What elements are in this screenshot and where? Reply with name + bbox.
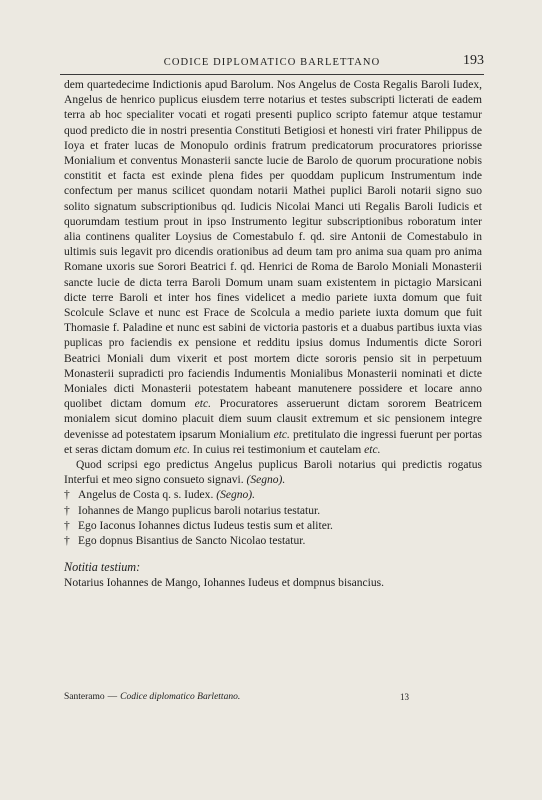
running-head <box>60 48 484 75</box>
signature-text: Ego Iaconus Iohannes dictus Iudeus testis sum et aliter. <box>78 519 333 532</box>
paragraph-text: pretitulato die ingressi fuerunt per portas et seras dictam domum <box>64 428 482 456</box>
signature-line <box>64 534 482 549</box>
paragraph-text: In cuius rei testimonium et cautelam <box>192 443 362 456</box>
page-number: 193 <box>463 53 484 68</box>
paragraph-text: Quod scripsi ego predictus Angelus puplicus Baroli notarius qui predictis rogatus Interfui et meo signo consueto signavi. <box>64 459 482 487</box>
notitia-text: Notarius Iohannes de Mango, Iohannes Iudeus et dompnus bisancius. <box>64 576 385 589</box>
etc-mark: etc. <box>364 443 381 456</box>
footer-work: Codice diplomatico Barlettano. <box>120 692 241 702</box>
notitia-section <box>64 560 482 590</box>
signature-number: 13 <box>400 692 409 702</box>
footer <box>64 692 424 702</box>
document-body <box>64 78 482 591</box>
cross-icon: † <box>64 519 70 532</box>
segno-note: (Segno). <box>216 489 256 502</box>
paragraph-main <box>64 78 482 458</box>
signature-line <box>64 488 482 503</box>
cross-icon: † <box>64 489 70 502</box>
paragraph-notary <box>64 458 482 488</box>
signature-line <box>64 519 482 534</box>
signature-text: Ego dopnus Bisantius de Sancto Nicolao testatur. <box>78 535 306 548</box>
paragraph-text: Procuratores asseruerunt dictam sororem Beatricem monialem sicut domino placuit diem suum clausit extremum et sic pensionem integre devenisse ad potestatem ipsarum Monialium <box>64 398 483 441</box>
footer-author: Santeramo <box>64 692 105 702</box>
etc-mark: etc. <box>273 428 290 441</box>
paragraph-text: dem quartedecime Indictionis apud Barolum. Nos Angelus de Costa Regalis Baroli Iudex, Angelus de henrico puplicus eiusdem terre notarius et testes subscripti licterati de eadem terra ab hoc specialiter vocati et rogati presenti puplico scripto fatemur atque testamur quod predicto die in nostri presentia Constituti Betigiosi et honesti viri frater Philippus de Ioya et frater lucas de Monopulo ordinis fratrum predicatorum procuratores priorisse Monialium et conventus Monasterii sancte lucie de Barolo de quorum procuratione nobis constitit et facta est exinde plena fides per quoddam puplicum Instrumentum inde confectum per manus scilicet quondam notarii Mathei puplici Baroli notarii signo suo solito signatum subscriptionibus qd. Iudicis Nicolai Manci uti Regalis Baroli Iudicis et quorumdam testium prout in ipso Instrumento legitur subscriptionibus roboratum inter alia continens qualiter Loysius de Comestabulo f. qd. sire Antonii de Comestabulo in ultimis suis legavit pro dicendis orationibus ad deum tam pro anima sua quam pro anima Romane uxoris sue Sorori Beatrici f. qd. Henrici de Roma de Barolo Moniali Monasterii sancte lucie de dicta terra Baroli Domum unam suam existentem in pictagio Marsicani dicte terre Baroli et inter hos fines videlicet a medio pariete iuxta domum que fuit Scolcule Sclave et nunc est Frace de Scolcula a medio pariete iuxta domum que fuit Thomasie f. Paladine et nunc est sabini de victoria pastoris et a duabus partibus iuxta vias puplicas pro faciendis ex pensione et redditu ipsius domus Indumentis dicte Sorori Beatrici Moniali dum vixerit et post mortem dicte sororis pensio sit in perpetuum Monasterii supradicti pro faciendis Indumentis Monialibus Monasterii nominati et dicte Moniales dicti Monasterii potestatem habeant manutenere possidere et locare anno quolibet dictam domum <box>64 79 482 411</box>
cross-icon: † <box>64 504 70 517</box>
cross-icon: † <box>64 535 70 548</box>
signature-text: Iohannes de Mango puplicus baroli notarius testatur. <box>78 504 321 517</box>
signature-list <box>64 488 482 549</box>
etc-mark: etc. <box>194 398 211 411</box>
etc-mark: etc. <box>173 443 191 456</box>
signature-line <box>64 504 482 519</box>
notitia-title: Notitia testium: <box>64 560 141 575</box>
footer-dash: — <box>107 692 118 702</box>
running-title: CODICE DIPLOMATICO BARLETTANO <box>163 57 381 68</box>
signature-text: Angelus de Costa q. s. Iudex. <box>78 489 214 502</box>
segno-note: (Segno). <box>246 474 286 487</box>
